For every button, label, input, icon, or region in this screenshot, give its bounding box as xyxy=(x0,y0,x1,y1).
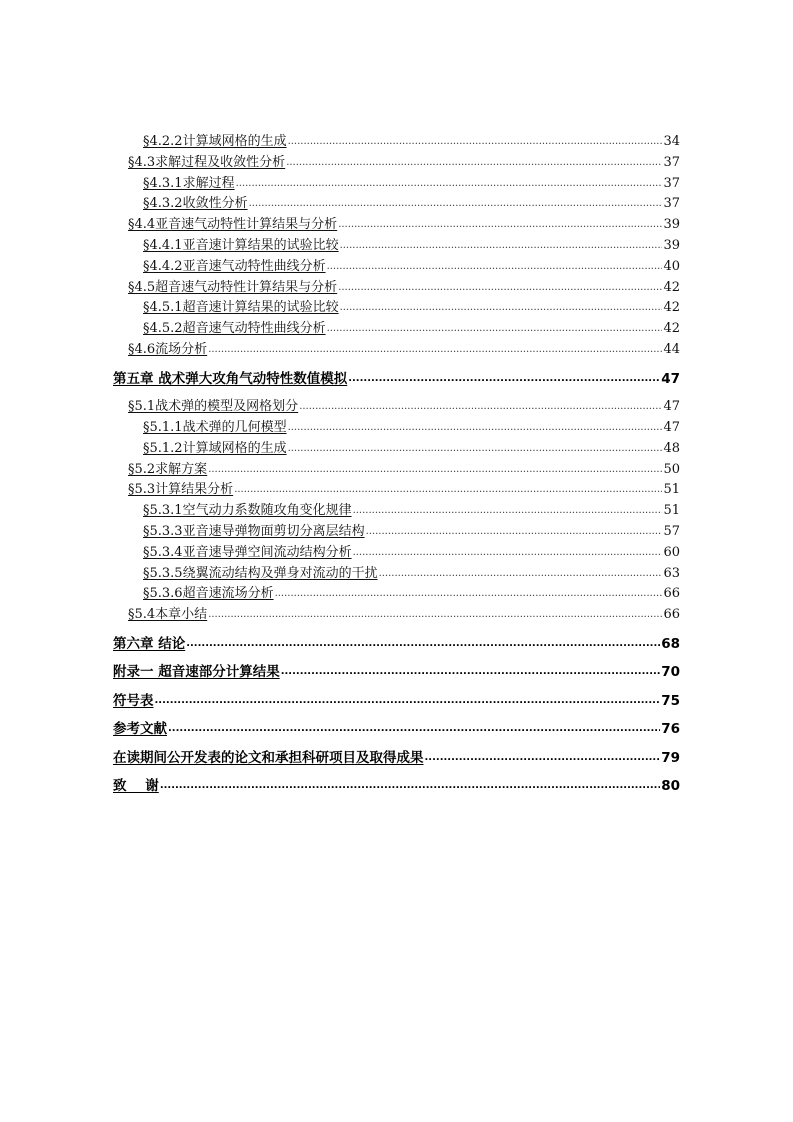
toc-entry-page: 39 xyxy=(663,238,680,253)
toc-entry-title[interactable]: §5.3.6超音速流场分析 xyxy=(143,586,274,601)
toc-entry-page: 51 xyxy=(663,503,680,518)
toc-chapter-title[interactable]: 符号表 xyxy=(113,693,154,709)
toc-chapter-title[interactable]: 参考文献 xyxy=(113,721,167,737)
toc-leader xyxy=(340,238,663,254)
toc-entry-page: 48 xyxy=(663,441,680,456)
toc-entry-title[interactable]: §5.1战术弹的模型及网格划分 xyxy=(128,399,299,414)
toc-chapter-title[interactable]: 第五章 战术弹大攻角气动特性数值模拟 xyxy=(113,371,348,387)
toc-chapter-page: 70 xyxy=(661,664,680,680)
toc-entry-title[interactable]: §5.2求解方案 xyxy=(128,462,208,477)
toc-entry[interactable] xyxy=(128,607,680,623)
toc-entry-page: 44 xyxy=(663,342,680,357)
toc-entry-title[interactable]: §4.5.1超音速计算结果的试验比较 xyxy=(143,300,339,315)
toc-entry-title[interactable]: §4.5超音速气动特性计算结果与分析 xyxy=(128,280,338,295)
toc-entry-page: 50 xyxy=(663,462,680,477)
toc-leader xyxy=(327,259,663,275)
toc-chapter[interactable] xyxy=(113,693,680,709)
toc-leader xyxy=(299,399,662,415)
toc-chapter-page: 79 xyxy=(661,750,680,766)
toc-chapter[interactable] xyxy=(113,778,680,794)
toc-leader xyxy=(281,664,661,680)
toc-entry[interactable] xyxy=(143,300,680,316)
toc-entry-page: 66 xyxy=(663,607,680,622)
toc-entry[interactable] xyxy=(143,176,680,192)
toc-entry[interactable] xyxy=(143,441,680,457)
toc-entry-page: 40 xyxy=(663,259,680,274)
toc-entry[interactable] xyxy=(143,503,680,519)
toc-entry-page: 42 xyxy=(663,280,680,295)
toc-entry[interactable] xyxy=(128,482,680,498)
toc-entry-page: 63 xyxy=(663,566,680,581)
toc-entry-page: 42 xyxy=(663,300,680,315)
toc-entry-title[interactable]: §5.1.2计算域网格的生成 xyxy=(143,441,287,456)
toc-leader xyxy=(155,693,661,709)
toc-entry-page: 37 xyxy=(663,196,680,211)
toc-entry[interactable] xyxy=(143,259,680,275)
toc-leader xyxy=(286,155,662,171)
toc-entry-title[interactable]: §4.4亚音速气动特性计算结果与分析 xyxy=(128,217,338,232)
toc-chapter-title[interactable]: 在读期间公开发表的论文和承担科研项目及取得成果 xyxy=(113,750,424,766)
toc-entry[interactable] xyxy=(128,217,680,233)
toc-leader xyxy=(348,371,660,387)
toc-entry-page: 42 xyxy=(663,321,680,336)
toc-entry-title[interactable]: §4.3.2收敛性分析 xyxy=(143,196,248,211)
toc-chapter[interactable] xyxy=(113,721,680,737)
toc-chapter-page: 80 xyxy=(661,778,680,794)
toc-leader xyxy=(234,482,662,498)
toc-leader xyxy=(338,217,662,233)
toc-chapter[interactable] xyxy=(113,371,680,387)
toc-entry[interactable] xyxy=(128,462,680,478)
toc-leader xyxy=(288,441,663,457)
toc-chapter-page: 47 xyxy=(661,371,680,387)
toc-entry[interactable] xyxy=(143,524,680,540)
toc-entry-page: 66 xyxy=(663,586,680,601)
toc-entry[interactable] xyxy=(143,321,680,337)
toc-entry[interactable] xyxy=(128,155,680,171)
toc-chapter-page: 68 xyxy=(661,636,680,652)
toc-entry-page: 47 xyxy=(663,420,680,435)
toc-leader xyxy=(186,636,660,652)
toc-entry-page: 47 xyxy=(663,399,680,414)
toc-entry-title[interactable]: §5.3.3亚音速导弹物面剪切分离层结构 xyxy=(143,524,365,539)
toc-entry-title[interactable]: §4.4.2亚音速气动特性曲线分析 xyxy=(143,259,326,274)
toc-entry-page: 39 xyxy=(663,217,680,232)
toc-leader xyxy=(425,750,661,766)
toc-entry[interactable] xyxy=(143,196,680,212)
toc-leader xyxy=(168,721,660,737)
toc-entry-title[interactable]: §4.4.1亚音速计算结果的试验比较 xyxy=(143,238,339,253)
toc-chapter[interactable] xyxy=(113,664,680,680)
toc-chapter-title[interactable]: 第六章 结论 xyxy=(113,636,186,652)
toc-chapter-page: 76 xyxy=(661,721,680,737)
toc-leader xyxy=(160,778,660,794)
toc-entry[interactable] xyxy=(143,420,680,436)
toc-entry-title[interactable]: §5.4本章小结 xyxy=(128,607,208,622)
toc-entry-page: 60 xyxy=(663,545,680,560)
toc-leader xyxy=(236,176,663,192)
toc-entry-title[interactable]: §5.3.5绕翼流动结构及弹身对流动的干扰 xyxy=(143,566,378,581)
toc-leader xyxy=(208,342,662,358)
toc-entry-page: 37 xyxy=(663,176,680,191)
toc-entry-title[interactable]: §5.3计算结果分析 xyxy=(128,482,234,497)
toc-entry-page: 51 xyxy=(663,482,680,497)
toc-entry-page: 57 xyxy=(663,524,680,539)
toc-leader xyxy=(366,524,663,540)
toc-entry[interactable] xyxy=(128,399,680,415)
toc-entry-title[interactable]: §5.1.1战术弹的几何模型 xyxy=(143,420,287,435)
toc-leader xyxy=(288,134,663,150)
toc-entry[interactable] xyxy=(128,342,680,358)
toc-leader xyxy=(327,321,663,337)
toc-entry-title[interactable]: §4.6流场分析 xyxy=(128,342,208,357)
toc-entry[interactable] xyxy=(143,545,680,561)
toc-leader xyxy=(379,566,663,582)
toc-leader xyxy=(353,545,663,561)
toc-entry-title[interactable]: §5.3.1空气动力系数随攻角变化规律 xyxy=(143,503,352,518)
toc-chapter[interactable] xyxy=(113,636,680,652)
toc-leader xyxy=(249,196,663,212)
toc-leader xyxy=(208,607,662,623)
toc-leader xyxy=(353,503,663,519)
toc-entry-page: 34 xyxy=(663,134,680,149)
toc-entry-title[interactable]: §4.2.2计算域网格的生成 xyxy=(143,134,287,149)
toc-leader xyxy=(340,300,663,316)
toc-leader xyxy=(275,586,663,602)
toc-entry[interactable] xyxy=(128,280,680,296)
toc-chapter[interactable] xyxy=(113,750,680,766)
toc-entry[interactable] xyxy=(143,238,680,254)
toc-entry-title[interactable]: §4.5.2超音速气动特性曲线分析 xyxy=(143,321,326,336)
toc-leader xyxy=(288,420,663,436)
toc-chapter-title[interactable]: 附录一 超音速部分计算结果 xyxy=(113,664,280,680)
toc-entry-page: 37 xyxy=(663,155,680,170)
toc-entry-title[interactable]: §4.3求解过程及收敛性分析 xyxy=(128,155,286,170)
toc-entry-title[interactable]: §5.3.4亚音速导弹空间流动结构分析 xyxy=(143,545,352,560)
toc-entry[interactable] xyxy=(143,134,680,150)
toc-entry-title[interactable]: §4.3.1求解过程 xyxy=(143,176,235,191)
toc-leader xyxy=(338,280,662,296)
toc-chapter-page: 75 xyxy=(661,693,680,709)
toc-chapter-title[interactable]: 致 谢 xyxy=(113,778,159,794)
toc-entry[interactable] xyxy=(143,586,680,602)
toc-entry[interactable] xyxy=(143,566,680,582)
toc-leader xyxy=(208,462,662,478)
